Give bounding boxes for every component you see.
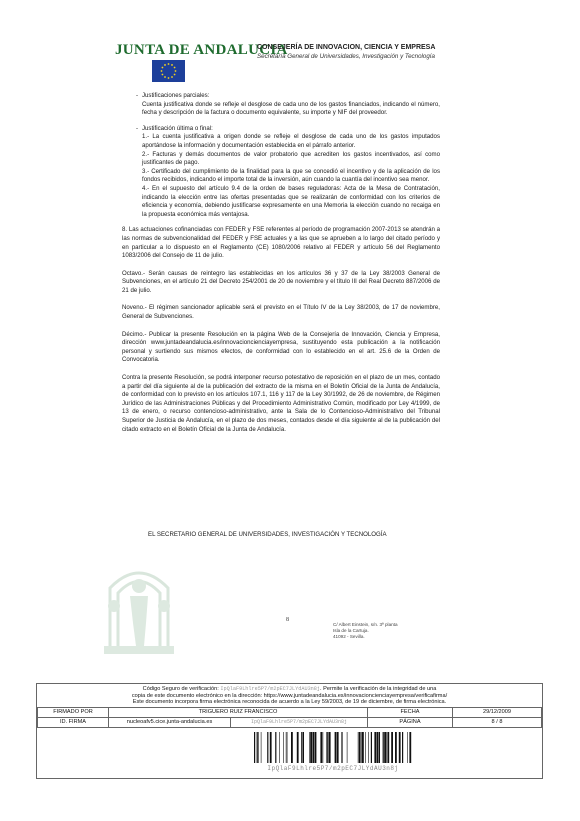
bullet-partial-justifications: [122, 92, 440, 118]
paragraph-octavo: Octavo.- Serán causas de reintegro las establecidas en los artículos 36 y 37 de la Ley 38/2003 General de Subvenciones, en el artículo 21 del Decreto 254/2001 de 20 de noviembre y el título III del Real Decreto 887/2006 de 21 de julio.: [122, 269, 440, 294]
paragraph-8: 8. Las actuaciones cofinanciadas con FEDER y FSE referentes al período de programación 2007-2013 se atendrán a las normas de subvencionalidad del FEDER y FSE actuales y a las que se aprueben a lo largo del citado período y en particular a lo dispuesto en el Reglamento (CE) 1080/2006 relativo al FEDER y artículo 56 del Reglamento 1083/2006 del Consejo de 11 de julio.: [122, 226, 440, 260]
signer-name: TRIGUERO RUIZ FRANCISCO: [109, 707, 368, 717]
bullet-item: 2.- Facturas y demás documentos de valor probatorio que acrediten los gastos incentivados, así como justificantes de pago.: [142, 150, 440, 167]
bullet-title: Justificaciones parciales:: [142, 92, 210, 99]
address-line: Isla de la Cartuja.: [333, 628, 369, 633]
bullet-item: 4.- En el supuesto del artículo 9.4 de la orden de bases reguladoras: Acta de la Mesa de Contratación, indicando la elección entre las ofertas presentadas que se realizarán de conformidad con los criterios de eficiencia y economía, debiendo justificarse expresamente en una Memoria la elección cuando no recaiga en la propuesta económica más ventajosa.: [142, 184, 440, 218]
signature-table: [37, 707, 542, 728]
verification-suffix: . Permite la verificación de la integridad de una: [320, 686, 437, 692]
paragraph-noveno: Noveno.- El régimen sancionador aplicable será el previsto en el Título IV de la Ley 38/2003, de 17 de noviembre, General de Subvenciones.: [122, 304, 440, 321]
page-count: 8 / 8: [453, 717, 542, 727]
barcode-text: IpQlaF9Lhlre5P7/m2pEC7JLYdAU3n8j: [267, 764, 399, 772]
table-row: [38, 717, 542, 727]
bullet-dash: -: [136, 92, 139, 99]
bullet-item: 3.- Certificado del cumplimiento de la finalidad para la que se concedió el incentivo y de la aplicación de los fondos recibidos, indicando el importe total de la inversión, aún cuando la cuantía del incentivo sea menor.: [142, 167, 440, 184]
barcode-icon: [254, 732, 412, 763]
verification-url-line: copia de este documento electrónico en la dirección: https://www.juntadeandalucia.es/innovacioncienciayempresa/verificafirma/: [131, 692, 448, 699]
signature-verification-box: [36, 683, 543, 779]
bullet-text: Cuenta justificativa donde se refleje el desglose de cada uno de los gastos financiados, indicando el número, fecha y descripción de la factura o documento equivalente, su importe y NIF del proveedor.: [142, 100, 440, 117]
label-firmado-por: FIRMADO POR: [38, 707, 109, 717]
bullet-final-justification: [122, 125, 440, 220]
verification-line: [57, 686, 522, 693]
address-block: [333, 622, 398, 640]
junta-logo: JUNTA DE ANDALUCIA: [115, 42, 288, 58]
address-line: 41092 - Sevilla.: [333, 634, 365, 639]
bullet-item: 1.- La cuenta justificativa a origen donde se refleje el desglose de cada uno de los gastos imputados aportándose la información y documentación establecida en el párrafo anterior.: [142, 133, 440, 149]
barcode-area: [37, 728, 542, 778]
bullet-title: Justificación última o final:: [142, 124, 213, 132]
signature-server: nucleoafv5.cice.junta-andalucia.es: [109, 717, 231, 727]
document-body: [122, 92, 440, 443]
label-id-firma: ID. FIRMA: [38, 717, 109, 727]
verification-prefix: Código Seguro de verificación:: [142, 686, 219, 692]
bullet-dash: -: [136, 124, 139, 132]
watermark-emblem-icon: [100, 548, 178, 658]
verification-code: IpQlaF9Lhlre5P7/m2pEC7JLYdAU3n8j: [220, 686, 321, 692]
label-pagina: PÁGINA: [368, 717, 453, 727]
signature-date: 29/12/2009: [453, 707, 542, 717]
paragraph-recurso: Contra la presente Resolución, se podrá interponer recurso potestativo de reposición en el plazo de un mes, contado a partir del día siguiente al de la publicación del extracto de la misma en el Boletín Oficial de la Junta de Andalucía, de conformidad con lo previsto en los artículos 107.1, 116 y 117 de la Ley 30/1992, de 26 de noviembre, de Régimen Jurídico de las Administraciones Públicas y del Procedimiento Administrativo Común, modificado por Ley 4/1999, de 13 de enero, o recurso contencioso-administrativo, ante la Sala de lo Contencioso-Administrativo del Tribunal Superior de Justicia de Andalucía, en el plazo de dos meses, contados desde el día siguiente al de la publicación del citado extracto en el Boletín Oficial de la Junta de Andalucía.: [122, 374, 440, 433]
verification-notice: [37, 684, 542, 707]
table-row: [38, 707, 542, 717]
secretariat-name: Secretaría General de Universidades, Investigación y Tecnología: [257, 53, 435, 60]
signature-title: EL SECRETARIO GENERAL DE UNIVERSIDADES, INVESTIGACIÓN Y TECNOLOGÍA: [148, 531, 387, 538]
eu-flag-icon: [152, 60, 185, 82]
paragraph-decimo: Décimo.- Publicar la presente Resolución en la página Web de la Consejería de Innovación, Ciencia y Empresa, dirección www.juntadeandalucia.es/innovacioncienciayempresa, sustituyendo esta publicación a la notificación personal y surtiendo sus mismos efectos, de conformidad con lo establecido en el art. 25.6 de la Orden de Convocatoria.: [122, 330, 440, 364]
address-line: C/ Albert Einstein, s/n. 3ª planta: [333, 622, 398, 627]
signature-id-code: IpQlaF9Lhlre5P7/m2pEC7JLYdAU3n8j: [231, 717, 368, 727]
page-number: 8: [286, 617, 289, 623]
label-fecha: FECHA: [368, 707, 453, 717]
department-name: CONSEJERÍA DE INNOVACION, CIENCIA Y EMPRESA: [257, 44, 436, 51]
verification-law-line: Este documento incorpora firma electrónica reconocida de acuerdo a la Ley 59/2003, de 19 de diciembre, de firma electrónica.: [132, 699, 447, 706]
